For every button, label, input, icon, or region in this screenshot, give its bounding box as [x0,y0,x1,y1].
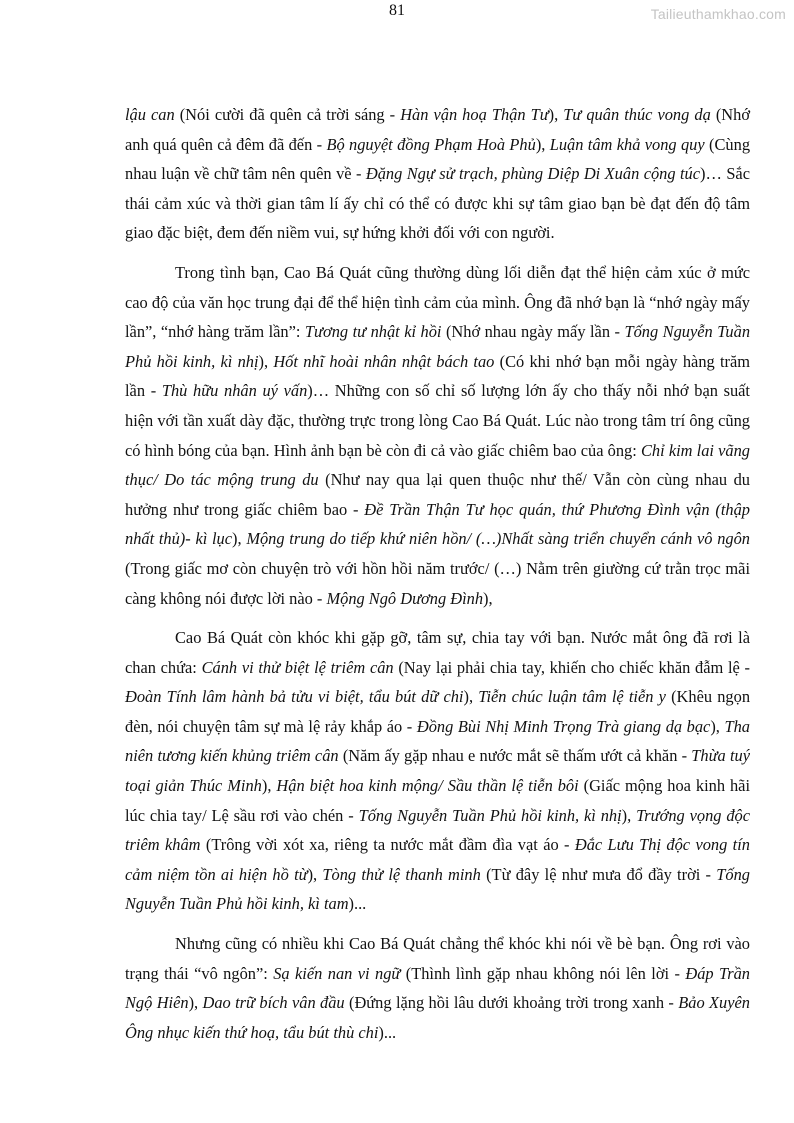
text-run: ), [307,864,323,884]
text-run: ), [621,805,637,825]
italic-citation: Đáp Trần Ngộ Hiên [125,963,751,1013]
text-run: )... [348,894,367,914]
text-run: (Thình lình gặp nhau không nói lên lời - [400,963,686,983]
text-run: ), [710,716,725,736]
watermark: Tailieuthamkhao.com [650,6,786,22]
italic-citation: Đắc Lưu Thị độc vong tín cảm niệm tồn ai hiện hồ từ [125,835,750,884]
text-run: ), [232,529,247,549]
text-run: (Nhớ nhau ngày mấy lần - [441,322,625,342]
italic-citation: Tương tư nhật kỉ hồi [304,322,442,342]
italic-citation: lậu can [125,105,175,124]
italic-citation: Tống Nguyễn Tuần Phủ hồi kinh, kì nhị [125,322,751,371]
text-run: (Trông vời xót xa, riêng ta nước mắt đầm đìa vạt áo - [200,835,575,855]
italic-citation: Bảo Xuyên Ông nhục kiến thứ hoạ, tẩu bút thù chi [125,993,750,1042]
italic-citation: Hốt nhĩ hoài nhân nhật bách tao [273,351,495,371]
paragraph [125,100,750,248]
page-number: 81 [389,2,405,19]
italic-citation: Luận tâm khả vong quy [549,134,705,154]
text-run: (Nói cười đã quên cả trời sáng - [174,105,401,124]
text-run: (Khêu ngọn đèn, nói chuyện tâm sự mà lệ rảy khắp áo - [125,687,751,736]
document-body [125,100,750,1057]
text-run: (Đứng lặng hồi lâu dưới khoảng trời trong xanh - [344,993,679,1013]
text-run: Nhưng cũng có nhiều khi Cao Bá Quát chẳng thể khóc khi nói về bè bạn. Ông rơi vào trạng thái “vô ngôn”: [125,934,750,983]
text-run: (Từ đây lệ như mưa đổ đầy trời - [480,864,717,884]
text-run: (Trong giấc mơ còn chuyện trò với hồn hồi năm trước/ (…) Nằm trên giường cứ trằn trọc mãi càng không nói được lời nào - [125,558,750,608]
italic-citation: Mộng Ngô Dương Đình [326,588,484,608]
italic-citation: Hận biệt hoa kinh mộng/ Sầu thần lệ tiễn bôi [276,776,579,796]
text-run: (Nay lại phải chia tay, khiến cho chiếc khăn đẫm lệ - [393,657,750,677]
text-run: (Như nay qua lại quen thuộc như thế/ Vẫn còn cùng nhau du hưởng như trong giấc chiêm bao - [125,470,750,519]
italic-citation: Cánh vi thử biệt lệ triêm cân [201,657,394,677]
paragraph [125,929,750,1047]
text-run: (Cùng nhau luận về chữ tâm nên quên về - [125,134,751,184]
italic-citation: Tiễn chúc luận tâm lệ tiễn y [478,687,666,707]
text-run: ), [548,105,564,124]
italic-citation: Tống Nguyễn Tuần Phủ hồi kinh, kì tam [125,864,750,914]
italic-citation: Dao trữ bích vân đầu [202,993,345,1013]
italic-citation: Tống Nguyễn Tuần Phủ hồi kinh, kì nhị [358,805,622,825]
italic-citation: Tư quân thúc vong dạ [563,105,711,124]
paragraph [125,623,750,919]
italic-citation: Đồng Bùi Nhị Minh Trọng Trà giang dạ bạc [416,716,711,736]
text-run: ), [535,134,550,154]
italic-citation: Hàn vận hoạ Thận Tư [400,105,549,124]
text-run: (Nhớ anh quá quên cả đêm đã đến - [125,105,750,154]
text-run: (Năm ấy gặp nhau e nước mắt sẽ thấm ướt cả khăn - [338,746,692,766]
italic-citation: Mộng trung do tiếp khứ niên hồn/ (…)Nhất sàng triển chuyển cánh vô ngôn [246,529,751,549]
text-run: ), [463,687,479,707]
italic-citation: Tòng thử lệ thanh minh [322,864,481,884]
paragraph [125,258,750,613]
text-run: Trong tình bạn, Cao Bá Quát cũng thường dùng lối diễn đạt thể hiện cảm xúc ở mức cao độ của văn học trung đại để thể hiện tình cảm của mình. Ông đã nhớ bạn là “nhớ ngày mấy lần”, “nhớ hàng trăm lần”: [125,262,750,342]
italic-citation: Đặng Ngự sử trạch, phùng Diệp Di Xuân cộng túc [365,164,701,184]
text-run: ), [258,351,274,371]
italic-citation: Thừa tuý toại giản Thúc Minh [125,746,750,796]
text-run: )… Những con số chỉ số lượng lớn ấy cho thấy nỗi nhớ bạn suất hiện với tần xuất dày đặc, thường trực trong lòng Cao Bá Quát. Lúc nào trong tâm trí ông cũng có hình bóng của bạn. Hình ảnh bạn bè còn đi cả vào giấc chiêm bao của ông: [125,381,750,460]
text-run: Cao Bá Quát còn khóc khi gặp gỡ, tâm sự, chia tay với bạn. Nước mắt ông đã rơi là chan chứa: [125,628,750,677]
text-run: )... [378,1022,397,1042]
text-run: ), [483,588,493,608]
italic-citation: Sạ kiến nan vi ngữ [273,963,401,983]
italic-citation: Đề Trần Thận Tư học quán, thứ Phương Đình vận (thập nhất thủ)- kì lục [125,499,751,549]
text-run: ), [188,993,203,1013]
italic-citation: Đoàn Tính lâm hành bả tửu vi biệt, tẩu bút dữ chi [125,687,464,707]
italic-citation: Tha niên tương kiến khủng triêm cân [125,716,750,766]
text-run: (Giấc mộng hoa kinh hãi lúc chia tay/ Lệ sầu rơi vào chén - [125,776,751,825]
italic-citation: Trướng vọng độc triêm khâm [125,805,750,855]
text-run: (Có khi nhớ bạn mỗi ngày hàng trăm lần - [125,351,751,401]
italic-citation: Bộ nguyệt đồng Phạm Hoà Phủ [326,134,536,154]
text-run: ), [261,776,277,796]
italic-citation: Thù hữu nhân uý vấn [161,381,308,401]
text-run: )… Sắc thái cảm xúc và thời gian tâm lí ấy chỉ có thể có được khi sự tâm giao bạn bè đạt đến độ tâm giao đặc biệt, đem đến niềm vui, sự hứng khởi đối với con người. [125,164,750,243]
italic-citation: Chỉ kim lai vãng thục/ Do tác mộng trung du [125,440,750,490]
